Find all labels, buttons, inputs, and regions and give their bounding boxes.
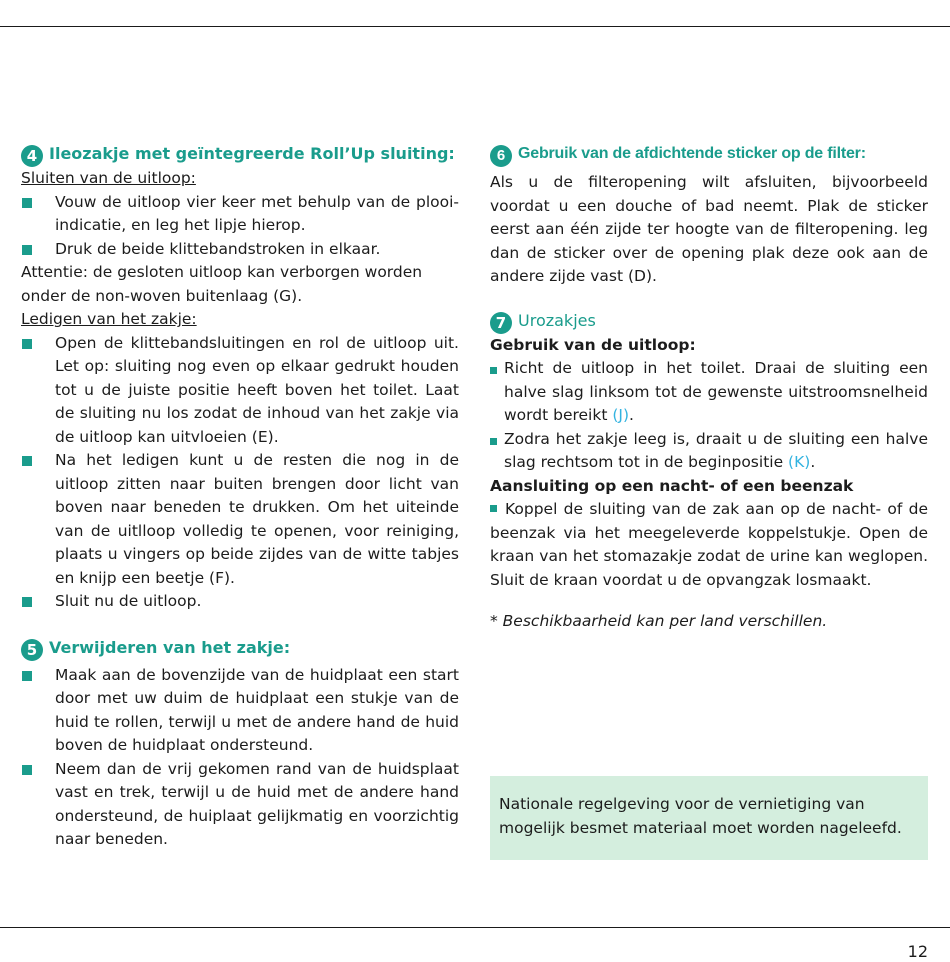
figure-reference-j: (J)	[612, 406, 630, 424]
night-bag-subheading: Aansluiting op een nacht- of een beenzak	[490, 476, 854, 495]
availability-note: * Beschikbaarheid kan per land verschillen.	[490, 612, 828, 630]
list-item: Sluit nu de uitloop.	[21, 590, 459, 614]
list-item-text: Richt de uitloop in het toilet. Draai de sluiting een halve slag linksom tot de gewenste uitstroomsnelheid wordt bereikt	[504, 359, 928, 424]
section-7-heading	[490, 309, 928, 334]
figure-reference-k: (K)	[788, 453, 811, 471]
list-item-end: .	[629, 406, 634, 424]
bottom-rule	[0, 927, 950, 928]
attention-note: Attentie: de gesloten uitloop kan verborgen worden onder de non-woven buitenlaag (G).	[21, 263, 423, 305]
outlet-use-list	[490, 357, 928, 475]
removal-steps-list	[21, 664, 459, 852]
list-item-end: .	[810, 453, 816, 471]
section-number-5: 5	[21, 639, 43, 661]
bullet-square-icon	[490, 505, 497, 512]
list-item	[490, 357, 928, 428]
right-column	[490, 142, 928, 634]
emptying-subheading: Ledigen van het zakje:	[21, 310, 197, 328]
regulation-callout	[490, 776, 928, 860]
list-item	[490, 428, 928, 475]
top-rule	[0, 26, 950, 27]
list-item: Neem dan de vrij gekomen rand van de huidsplaat vast en trek, terwijl u de huid met de andere hand ondersteund, de huiplaat gelijkmatig en voorzichtig naar beneden.	[21, 758, 459, 852]
outlet-use-subheading: Gebruik van de uitloop:	[490, 335, 696, 354]
sticker-instructions: Als u de filteropening wilt afsluiten, bijvoorbeeld voordat u een douche of bad neemt. Plak de sticker eerst aan één zijde ter hoogte van de filteropening. leg dan de sticker over de opening plak deze ook aan de andere zijde vast (D).	[490, 173, 928, 285]
list-item: Druk de beide klittebandstroken in elkaar.	[21, 238, 459, 262]
list-item-text: Zodra het zakje leeg is, draait u de sluiting een halve slag rechtsom tot in de beginpositie	[504, 429, 928, 471]
section-7-title: Urozakjes	[518, 310, 596, 330]
section-number-6: 6	[490, 145, 512, 167]
list-item: Maak aan de bovenzijde van de huidplaat een start door met uw duim de huidplaat een stukje van de huid te rollen, terwijl u met de andere hand de huid boven de huidplaat ondersteund.	[21, 664, 459, 758]
list-item: Vouw de uitloop vier keer met behulp van de plooi-indicatie, en leg het lipje hierop.	[21, 191, 459, 238]
section-6-heading	[490, 142, 928, 167]
section-4-title: Ileozakje met geïntegreerde Roll’Up sluiting:	[49, 144, 455, 163]
section-6-title: Gebruik van de afdichtende sticker op de filter:	[518, 145, 866, 162]
night-bag-paragraph	[490, 498, 928, 592]
left-column	[21, 142, 459, 852]
closing-steps-list	[21, 191, 459, 262]
page-number: 12	[907, 942, 928, 961]
section-5-title: Verwijderen van het zakje:	[49, 637, 291, 657]
closing-outlet-subheading: Sluiten van de uitloop:	[21, 169, 196, 187]
section-5-heading	[21, 636, 459, 661]
section-number-4: 4	[21, 145, 43, 167]
list-item: Na het ledigen kunt u de resten die nog in de uitloop zitten naar buiten brengen door licht van boven naar beneden te drukken. Om het uiteinde van de uitlloop volledig te openen, voor reiniging, plaats u vingers op beide zijdes van de witte tabjes en knijp een beetje (F).	[21, 449, 459, 590]
regulation-text: Nationale regelgeving voor de vernietiging van mogelijk besmet materiaal moet worden nageleefd.	[499, 795, 902, 837]
section-4-heading	[21, 142, 459, 167]
emptying-steps-list	[21, 332, 459, 614]
list-item: Open de klittebandsluitingen en rol de uitloop uit. Let op: sluiting nog even op elkaar gedrukt houden tot u de juiste positie heeft boven het toilet. Laat de sluiting nu los zodat de inhoud van het zakje via de uitloop kan uitvloeien (E).	[21, 332, 459, 450]
night-bag-text: Koppel de sluiting van de zak aan op de nacht- of de beenzak via het meegeleverde koppelstukje. Open de kraan van het stomazakje zodat de urine kan weglopen. Sluit de kraan voordat u de opvangzak losmaakt.	[490, 500, 928, 589]
section-number-7: 7	[490, 312, 512, 334]
